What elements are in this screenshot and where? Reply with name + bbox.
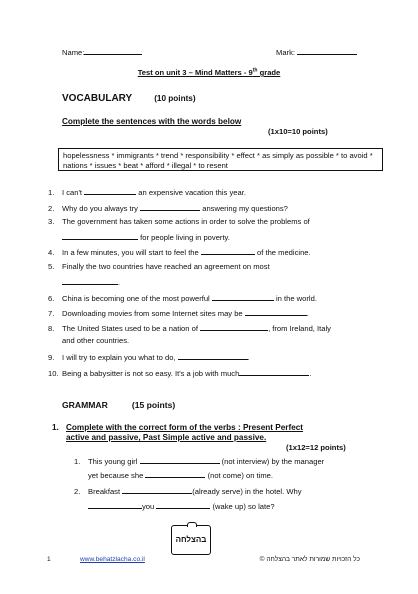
answer-blank[interactable]: [212, 292, 274, 301]
page-number: 1: [47, 556, 51, 563]
vocab-item: 9. I will try to explain you what to do, .: [48, 353, 250, 362]
answer-blank[interactable]: [201, 246, 255, 255]
vocab-item: 5. Finally the two countries have reached an agreement on most: [48, 262, 270, 271]
answer-blank[interactable]: [84, 186, 136, 195]
vocab-points: (10 points): [154, 94, 196, 103]
name-label: Name:: [62, 48, 85, 57]
vocab-item: 8. The United States used to be a nation of , from Ireland, Italy: [48, 324, 331, 333]
answer-blank[interactable]: [122, 485, 192, 494]
title-text: Test on unit 3 – Mind Matters - 9: [137, 68, 253, 77]
mark-field[interactable]: [297, 46, 357, 55]
word-bank: hopelessness * immigrants * trend * responsibility * effect * as simply as possible * to avoid * nations * issues * beat * afford * illegal * to resent: [58, 148, 383, 171]
answer-blank[interactable]: [200, 322, 268, 331]
grammar-instruction-line1: Complete with the correct form of the verbs : Present Perfect: [66, 423, 304, 432]
grammar-item: 2. Breakfast (already serve) in the hotel. Why: [74, 487, 302, 496]
answer-blank[interactable]: [140, 202, 200, 211]
vocab-item-continuation: for people living in poverty.: [62, 231, 230, 243]
answer-blank[interactable]: [62, 276, 118, 285]
vocab-item: 7. Downloading movies from some Internet sites may be .: [48, 309, 309, 318]
grammar-item-continuation: you (wake up) so late?: [88, 500, 275, 512]
vocab-instruction: Complete the sentences with the words below: [62, 117, 242, 126]
grammar-heading: [62, 400, 175, 410]
copyright-notice: כל הזכויות שמורות לאתר בהצלחה ©: [259, 556, 360, 563]
answer-blank[interactable]: [156, 500, 210, 509]
mark-label: Mark:: [276, 48, 295, 57]
vocab-item: 2. Why do you always try answering my questions?: [48, 204, 288, 213]
answer-blank[interactable]: [88, 500, 142, 509]
name-field[interactable]: [84, 46, 142, 55]
vocab-heading: [62, 93, 196, 105]
test-title: [0, 68, 418, 78]
grammar-instruction-line2: active and passive, Past Simple active and passive.: [66, 433, 267, 442]
answer-blank[interactable]: [145, 469, 205, 478]
vocab-item: 10. Being a babysitter is not so easy. It's a job with much .: [48, 369, 312, 378]
logo-text: בהצלחה: [175, 535, 207, 544]
answer-blank[interactable]: [178, 351, 248, 360]
vocab-heading-text: VOCABULARY: [62, 93, 133, 104]
vocab-item-continuation: .: [62, 276, 120, 288]
answer-blank[interactable]: [239, 367, 309, 376]
answer-blank[interactable]: [62, 231, 138, 240]
grammar-item-continuation: yet because she (not come) on time.: [88, 471, 273, 480]
name-line: [62, 46, 142, 58]
behatzlacha-logo: [171, 525, 211, 555]
vocab-item: 3. The government has taken some actions in order to solve the problems of: [48, 217, 310, 226]
site-link[interactable]: www.behatzlacha.co.il: [80, 556, 145, 563]
grammar-heading-text: GRAMMAR: [62, 400, 108, 410]
mark-line: [276, 46, 357, 58]
question-number: 1.: [52, 423, 59, 432]
grammar-points: (15 points): [131, 400, 176, 410]
grammar-item: 1. This young girl (not interview) by the manager: [74, 457, 325, 466]
vocab-item: 4. In a few minutes, you will start to feel the of the medicine.: [48, 248, 311, 257]
vocab-item-continuation: and other countries.: [62, 336, 130, 345]
vocab-item: 1. I can't an expensive vacation this year.: [48, 188, 246, 197]
grammar-score: (1x12=12 points): [286, 443, 346, 452]
vocab-item: 6. China is becoming one of the most powerful in the world.: [48, 294, 317, 303]
title-superscript: th: [252, 67, 258, 74]
title-grade: grade: [257, 68, 281, 77]
answer-blank[interactable]: [140, 455, 220, 464]
answer-blank[interactable]: [245, 307, 307, 316]
grammar-question: [52, 423, 392, 433]
vocab-score: (1x10=10 points): [268, 127, 328, 136]
